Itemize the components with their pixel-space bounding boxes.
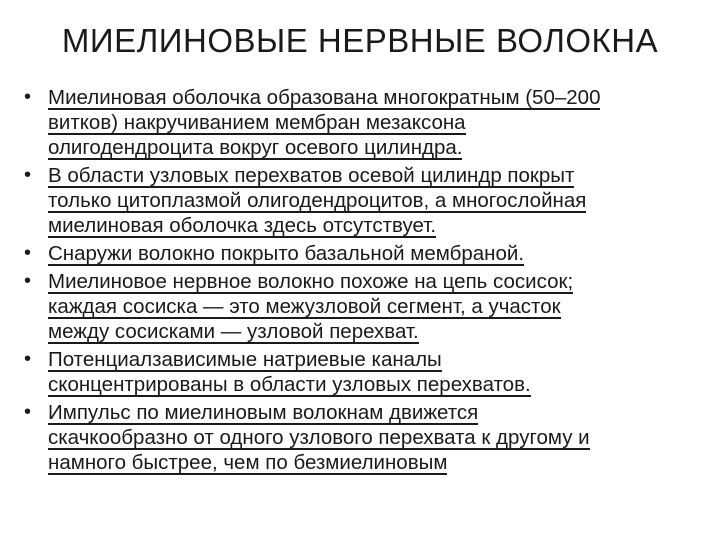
bullet-line: Потенциалзависимые натриевые каналы — [48, 348, 442, 371]
bullet-item — [22, 270, 682, 345]
bullet-item — [22, 86, 682, 161]
bullet-line: сконцентрированы в области узловых перехватов. — [48, 373, 531, 396]
bullet-line: Миелиновое нервное волокно похоже на цепь сосисок; — [48, 270, 574, 293]
bullet-dot-icon: • — [24, 348, 32, 370]
bullet-line: витков) накручиванием мембран мезаксона — [48, 111, 466, 134]
bullet-line: олигодендроцита вокруг осевого цилиндра. — [48, 136, 463, 159]
slide-title: МИЕЛИНОВЫЕ НЕРВНЫЕ ВОЛОКНА — [61, 22, 659, 59]
bullet-line: между сосисками — узловой перехват. — [48, 320, 419, 343]
bullet-item — [22, 164, 682, 239]
bullet-dot-icon: • — [24, 270, 32, 292]
bullet-dot-icon: • — [24, 401, 32, 423]
bullet-dot-icon: • — [24, 242, 32, 264]
bullet-dot-icon: • — [24, 86, 32, 108]
bullet-item — [22, 242, 682, 267]
bullet-line: только цитоплазмой олигодендроцитов, а многослойная — [48, 189, 587, 212]
bullet-line: Миелиновая оболочка образована многократным (50–200 — [48, 86, 601, 109]
bullet-line: скачкообразно от одного узлового перехвата к другому и — [48, 426, 590, 449]
bullet-line: В области узловых перехватов осевой цилиндр покрыт — [48, 164, 575, 187]
bullet-line: намного быстрее, чем по безмиелиновым — [48, 451, 448, 474]
bullet-line: каждая сосиска — это межузловой сегмент, а участок — [48, 295, 561, 318]
bullet-item — [22, 348, 682, 398]
bullet-list — [22, 86, 682, 479]
bullet-dot-icon: • — [24, 164, 32, 186]
bullet-line: миелиновая оболочка здесь отсутствует. — [48, 214, 437, 237]
bullet-line: Импульс по миелиновым волокнам движется — [48, 401, 479, 424]
bullet-item — [22, 401, 682, 476]
bullet-line: Снаружи волокно покрыто базальной мембраной. — [48, 242, 525, 265]
